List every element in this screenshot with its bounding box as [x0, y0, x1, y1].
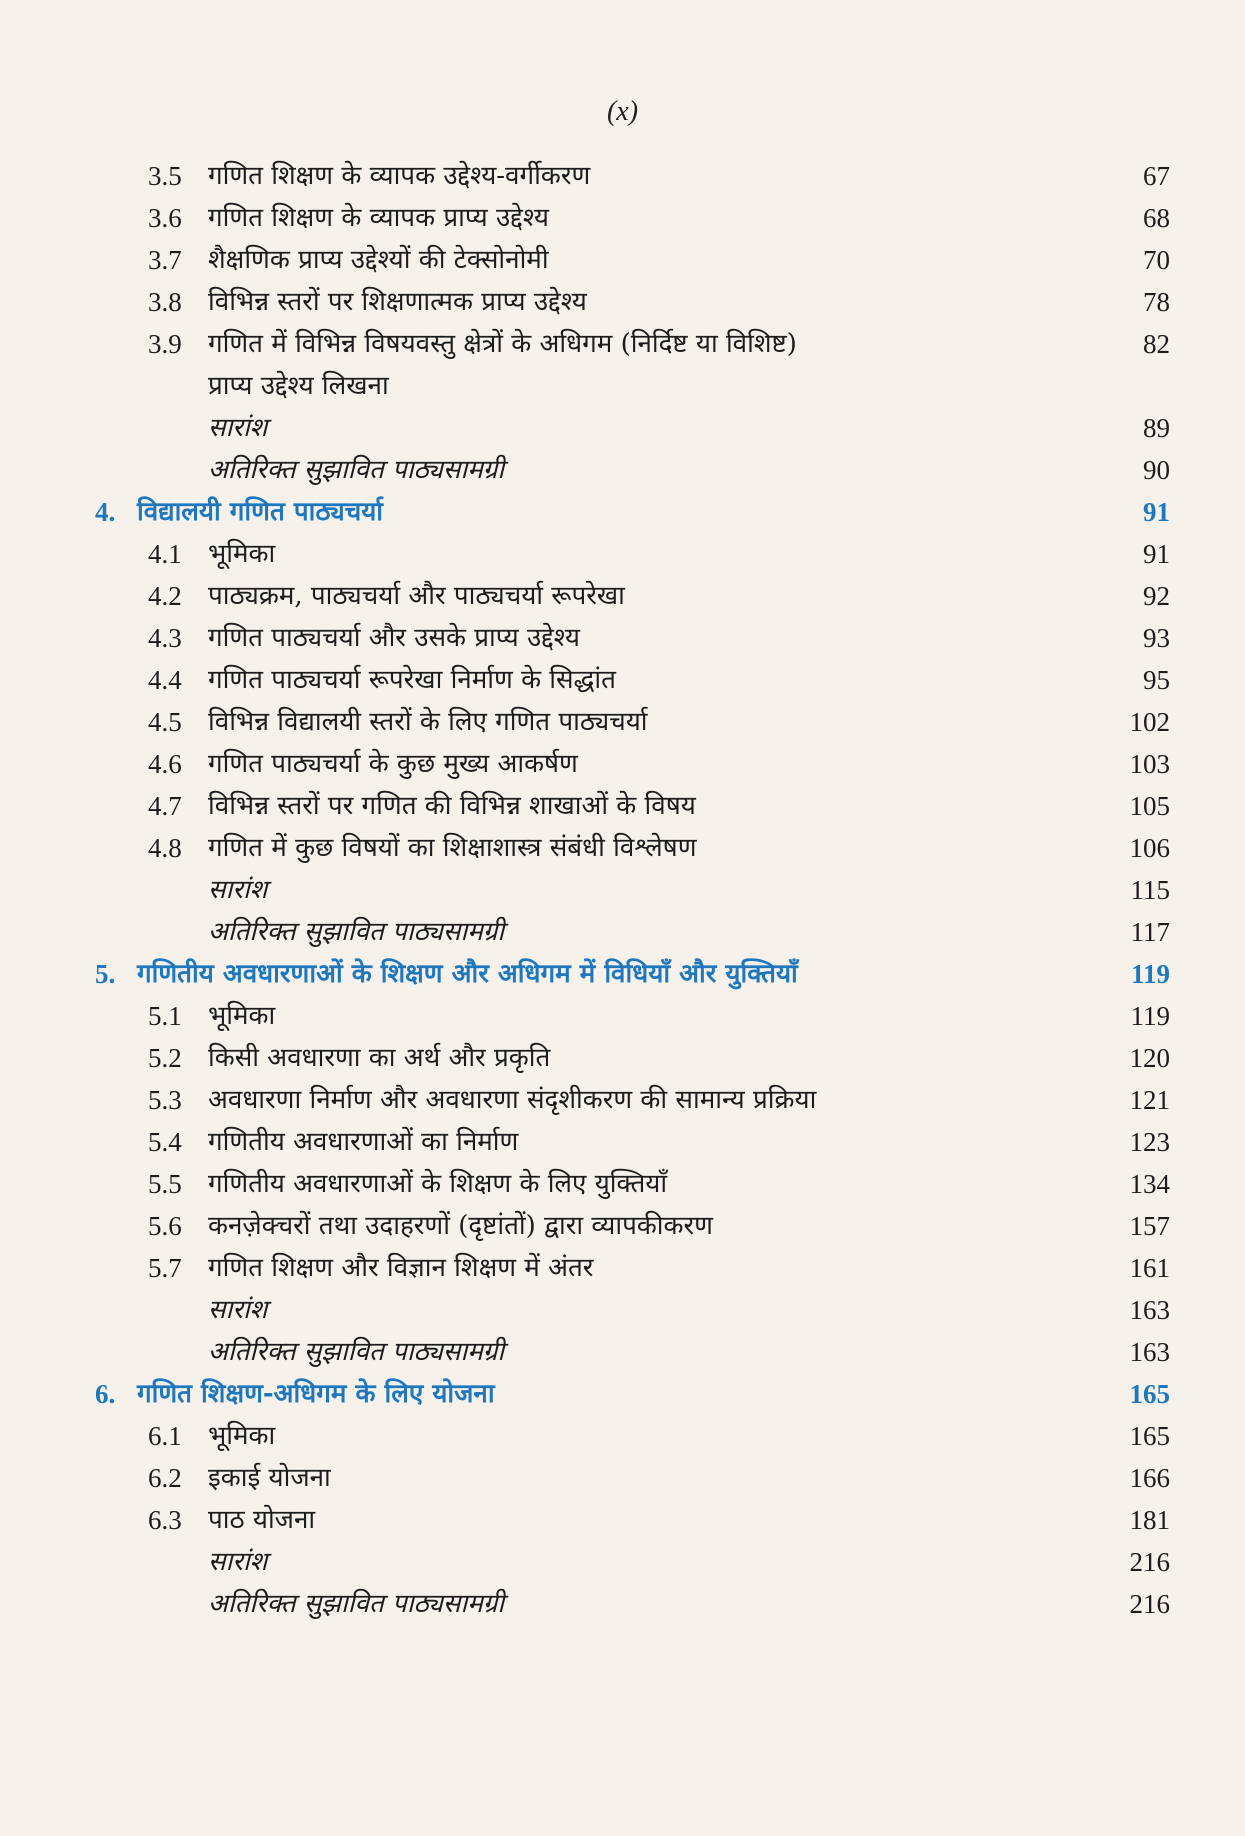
toc-entry: [0, 324, 1245, 364]
chapter-number: 4.: [95, 497, 116, 527]
entry-title: अवधारणा निर्माण और अवधारणा संदृशीकरण की सामान्य प्रक्रिया: [208, 1085, 817, 1115]
entry-page: 95: [1143, 665, 1170, 695]
entry-number: 5.3: [148, 1085, 182, 1115]
entry-page: 134: [1129, 1169, 1170, 1199]
chapter-page: 165: [1129, 1379, 1170, 1409]
entry-title: अतिरिक्त सुझावित पाठ्यसामग्री: [208, 1589, 505, 1619]
entry-title: विभिन्न विद्यालयी स्तरों के लिए गणित पाठ्यचर्या: [208, 707, 648, 737]
entry-title: विभिन्न स्तरों पर शिक्षणात्मक प्राप्य उद्देश्य: [208, 287, 587, 317]
entry-number: 4.2: [148, 581, 182, 611]
toc-entry: [0, 240, 1245, 280]
entry-number: 4.6: [148, 749, 182, 779]
entry-number: 3.8: [148, 287, 182, 317]
entry-page: 92: [1143, 581, 1170, 611]
entry-title: विभिन्न स्तरों पर गणित की विभिन्न शाखाओं के विषय: [208, 791, 696, 821]
entry-number: 5.4: [148, 1127, 182, 1157]
entry-title: गणित पाठ्यचर्या और उसके प्राप्य उद्देश्य: [208, 623, 580, 653]
entry-title: गणित शिक्षण के व्यापक प्राप्य उद्देश्य: [208, 203, 549, 233]
entry-page: 82: [1143, 329, 1170, 359]
entry-title: गणित पाठ्यचर्या के कुछ मुख्य आकर्षण: [208, 749, 578, 779]
chapter-page: 119: [1130, 959, 1170, 989]
entry-page: 163: [1129, 1295, 1170, 1325]
chapter-number: 5.: [95, 959, 116, 989]
entry-number: 4.7: [148, 791, 182, 821]
entry-title: अतिरिक्त सुझावित पाठ्यसामग्री: [208, 917, 505, 947]
page-number: (x): [606, 96, 639, 127]
chapter-title: गणित शिक्षण-अधिगम के लिए योजना: [137, 1379, 495, 1409]
entry-title: सारांश: [208, 1547, 268, 1577]
entry-number: 4.3: [148, 623, 182, 653]
entry-page: 163: [1129, 1337, 1170, 1367]
entry-number: 4.8: [148, 833, 182, 863]
chapter-title: गणितीय अवधारणाओं के शिक्षण और अधिगम में विधियाँ और युक्तियाँ: [137, 959, 798, 989]
chapter-page: 91: [1143, 497, 1170, 527]
entry-page: 103: [1129, 749, 1170, 779]
entry-title: शैक्षणिक प्राप्य उद्देश्यों की टेक्सोनोमी: [208, 245, 549, 275]
entry-page: 91: [1143, 539, 1170, 569]
entry-title: गणितीय अवधारणाओं के शिक्षण के लिए युक्तियाँ: [208, 1169, 668, 1199]
entry-page: 216: [1129, 1547, 1170, 1577]
entry-page: 70: [1143, 245, 1170, 275]
toc-entry: [0, 282, 1245, 322]
toc-entry: [0, 576, 1245, 616]
entry-title: सारांश: [208, 1295, 268, 1325]
entry-title: सारांश: [208, 875, 268, 905]
toc-entry: [0, 1248, 1245, 1288]
toc-entry: [0, 1416, 1245, 1456]
entry-number: 4.4: [148, 665, 182, 695]
entry-title: गणित शिक्षण के व्यापक उद्देश्य-वर्गीकरण: [208, 161, 591, 191]
entry-page: 181: [1129, 1505, 1170, 1535]
entry-title: पाठ योजना: [208, 1505, 316, 1535]
toc-further-reading: [0, 912, 1245, 952]
toc-entry: [0, 534, 1245, 574]
entry-number: 5.7: [148, 1253, 182, 1283]
entry-number: 5.6: [148, 1211, 182, 1241]
toc-entry: [0, 156, 1245, 196]
entry-page: 123: [1129, 1127, 1170, 1157]
toc-chapter: [0, 492, 1245, 532]
toc-entry: [0, 1164, 1245, 1204]
entry-title: किसी अवधारणा का अर्थ और प्रकृति: [208, 1043, 551, 1073]
entry-page: 115: [1130, 875, 1170, 905]
entry-page: 165: [1129, 1421, 1170, 1451]
entry-number: 4.5: [148, 707, 182, 737]
entry-title: भूमिका: [208, 1001, 276, 1031]
chapter-title: विद्यालयी गणित पाठ्यचर्या: [137, 497, 384, 527]
entry-title: कनज़ेक्चरों तथा उदाहरणों (दृष्टांतों) द्वारा व्यापकीकरण: [208, 1211, 713, 1241]
toc-entry: [0, 996, 1245, 1036]
entry-page: 117: [1130, 917, 1170, 947]
toc-entry: [0, 828, 1245, 868]
entry-page: 90: [1143, 455, 1170, 485]
entry-title: इकाई योजना: [208, 1463, 331, 1493]
toc-further-reading: [0, 450, 1245, 490]
entry-page: 78: [1143, 287, 1170, 317]
toc-further-reading: [0, 1332, 1245, 1372]
chapter-number: 6.: [95, 1379, 116, 1409]
toc-entry-continuation: [0, 366, 1245, 406]
toc-entry: [0, 618, 1245, 658]
entry-title: प्राप्य उद्देश्य लिखना: [208, 371, 389, 401]
entry-page: 120: [1129, 1043, 1170, 1073]
entry-page: 106: [1129, 833, 1170, 863]
entry-title: अतिरिक्त सुझावित पाठ्यसामग्री: [208, 455, 505, 485]
entry-title: गणित में कुछ विषयों का शिक्षाशास्त्र संबंधी विश्लेषण: [208, 833, 697, 863]
entry-page: 105: [1129, 791, 1170, 821]
toc-entry: [0, 1458, 1245, 1498]
entry-page: 119: [1130, 1001, 1170, 1031]
entry-number: 6.2: [148, 1463, 182, 1493]
entry-page: 67: [1143, 161, 1170, 191]
entry-number: 5.2: [148, 1043, 182, 1073]
entry-title: पाठ्यक्रम, पाठ्यचर्या और पाठ्यचर्या रूपरेखा: [208, 581, 625, 611]
toc-entry: [0, 702, 1245, 742]
entry-page: 68: [1143, 203, 1170, 233]
entry-page: 93: [1143, 623, 1170, 653]
entry-title: गणितीय अवधारणाओं का निर्माण: [208, 1127, 519, 1157]
entry-title: गणित शिक्षण और विज्ञान शिक्षण में अंतर: [208, 1253, 594, 1283]
entry-page: 216: [1129, 1589, 1170, 1619]
toc-entry: [0, 1122, 1245, 1162]
entry-page: 102: [1129, 707, 1170, 737]
entry-number: 3.9: [148, 329, 182, 359]
entry-number: 5.5: [148, 1169, 182, 1199]
toc-summary: [0, 870, 1245, 910]
entry-number: 6.1: [148, 1421, 182, 1451]
toc-chapter: [0, 1374, 1245, 1414]
entry-number: 5.1: [148, 1001, 182, 1031]
entry-number: 6.3: [148, 1505, 182, 1535]
toc-entry: [0, 1080, 1245, 1120]
entry-number: 3.6: [148, 203, 182, 233]
entry-title: गणित पाठ्यचर्या रूपरेखा निर्माण के सिद्धांत: [208, 665, 616, 695]
toc-summary: [0, 1542, 1245, 1582]
toc-further-reading: [0, 1584, 1245, 1624]
entry-title: अतिरिक्त सुझावित पाठ्यसामग्री: [208, 1337, 505, 1367]
entry-page: 157: [1129, 1211, 1170, 1241]
entry-title: भूमिका: [208, 539, 276, 569]
entry-page: 161: [1129, 1253, 1170, 1283]
toc-entry: [0, 1500, 1245, 1540]
toc-entry: [0, 660, 1245, 700]
entry-page: 121: [1129, 1085, 1170, 1115]
entry-title: सारांश: [208, 413, 268, 443]
toc-entry: [0, 1038, 1245, 1078]
entry-title: गणित में विभिन्न विषयवस्तु क्षेत्रों के अधिगम (निर्दिष्ट या विशिष्ट): [208, 329, 797, 359]
toc-entry: [0, 744, 1245, 784]
toc-summary: [0, 1290, 1245, 1330]
entry-page: 89: [1143, 413, 1170, 443]
toc-entry: [0, 198, 1245, 238]
toc-entry: [0, 1206, 1245, 1246]
entry-number: 3.5: [148, 161, 182, 191]
entry-page: 166: [1129, 1463, 1170, 1493]
toc-summary: [0, 408, 1245, 448]
toc-entry: [0, 786, 1245, 826]
entry-number: 4.1: [148, 539, 182, 569]
toc-chapter: [0, 954, 1245, 994]
entry-number: 3.7: [148, 245, 182, 275]
entry-title: भूमिका: [208, 1421, 276, 1451]
